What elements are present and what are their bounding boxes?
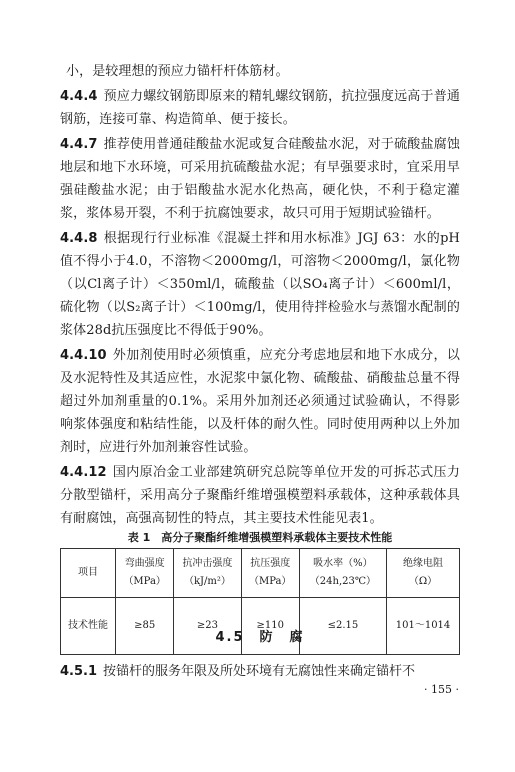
header-label: 项目 xyxy=(61,549,116,598)
table-header-row xyxy=(61,549,460,598)
table-cell: ≥85 xyxy=(116,598,174,655)
column-header: 抗冲击强度 （kJ/m²） xyxy=(174,549,241,598)
column-header: 弯曲强度 （MPa） xyxy=(116,549,174,598)
table-cell: ≤2.15 xyxy=(299,598,386,655)
section-heading: 4.5 防 腐 xyxy=(215,630,305,645)
table-cell: ≥110 xyxy=(241,598,299,655)
table-cell: 101～1014 xyxy=(387,598,460,655)
clause-number: 4.4.10 xyxy=(60,348,107,363)
column-header: 抗压强度 （MPa） xyxy=(241,549,299,598)
table-caption: 表 1 高分子聚酯纤维增强模塑料承载体主要技术性能 xyxy=(127,531,393,544)
page-number: · 155 · xyxy=(424,683,459,696)
clause-number: 4.4.12 xyxy=(60,465,107,480)
clause-number: 4.4.8 xyxy=(60,231,98,246)
body-text xyxy=(60,60,460,532)
clause-number: 4.4.4 xyxy=(60,89,98,104)
paragraph-4-5-1: 4.5.1 按锚杆的服务年限及所处环境有无腐蚀性来确定锚杆不 xyxy=(60,664,416,679)
paragraph-4-4-8: 4.4.8 根据现行行业标准《混凝土拌和用水标准》JGJ 63：水的pH值不得小于4.0，不溶物＜2000mg/l，可溶物＜2000mg/l，氯化物（以Cl离子计）＜350ml/l，硫酸盐（以SO₄离子计）＜600ml/l，硫化物（以S₂离子计）＜100mg/l，使用待拌检验水与蒸馏水配制的浆体28d抗压强度比不得低于90%。 xyxy=(60,231,460,338)
clause-number: 4.4.7 xyxy=(60,137,98,152)
paragraph: 小，是较理想的预应力锚杆杆体筋材。 xyxy=(66,64,289,79)
column-header: 吸水率（%） （24h,23℃） xyxy=(299,549,386,598)
table-cell: ≥23 xyxy=(174,598,241,655)
paragraph-4-4-10: 4.4.10 外加剂使用时必须慎重，应充分考虑地层和地下水成分，以及水泥特性及其适应性，水泥浆中氯化物、硫酸盐、硝酸盐总量不得超过外加剂重量的0.1%。采用外加剂还必须通过试验确认，不得影响浆体强度和粘结性能，以及杆体的耐久性。同时使用两种以上外加剂时，应进行外加剂兼容性试验。 xyxy=(60,348,460,455)
paragraph-4-4-7: 4.4.7 推荐使用普通硅酸盐水泥或复合硅酸盐水泥，对于硫酸盐腐蚀地层和地下水环境，可采用抗硫酸盐水泥；有早强要求时，宜采用早强硅酸盐水泥；由于铝酸盐水泥水化热高，硬化快，不利于稳定灌浆，浆体易开裂，不利于抗腐蚀要求，故只可用于短期试验锚杆。 xyxy=(60,137,460,221)
paragraph-4-4-4: 4.4.4 预应力螺纹钢筋即原来的精轧螺纹钢筋，抗拉强度远高于普通钢筋，连接可靠、构造简单、便于接长。 xyxy=(60,89,460,127)
column-header: 绝缘电阻 （Ω） xyxy=(387,549,460,598)
row-label: 技术性能 xyxy=(61,598,116,655)
clause-number: 4.5.1 xyxy=(60,664,98,679)
paragraph-4-4-12: 4.4.12 国内原冶金工业部建筑研究总院等单位开发的可拆芯式压力分散型锚杆，采用高分子聚酯纤维增强模塑料承载体，这种承载体具有耐腐蚀，高强高韧性的特点，其主要技术性能见表1。 xyxy=(60,465,460,526)
